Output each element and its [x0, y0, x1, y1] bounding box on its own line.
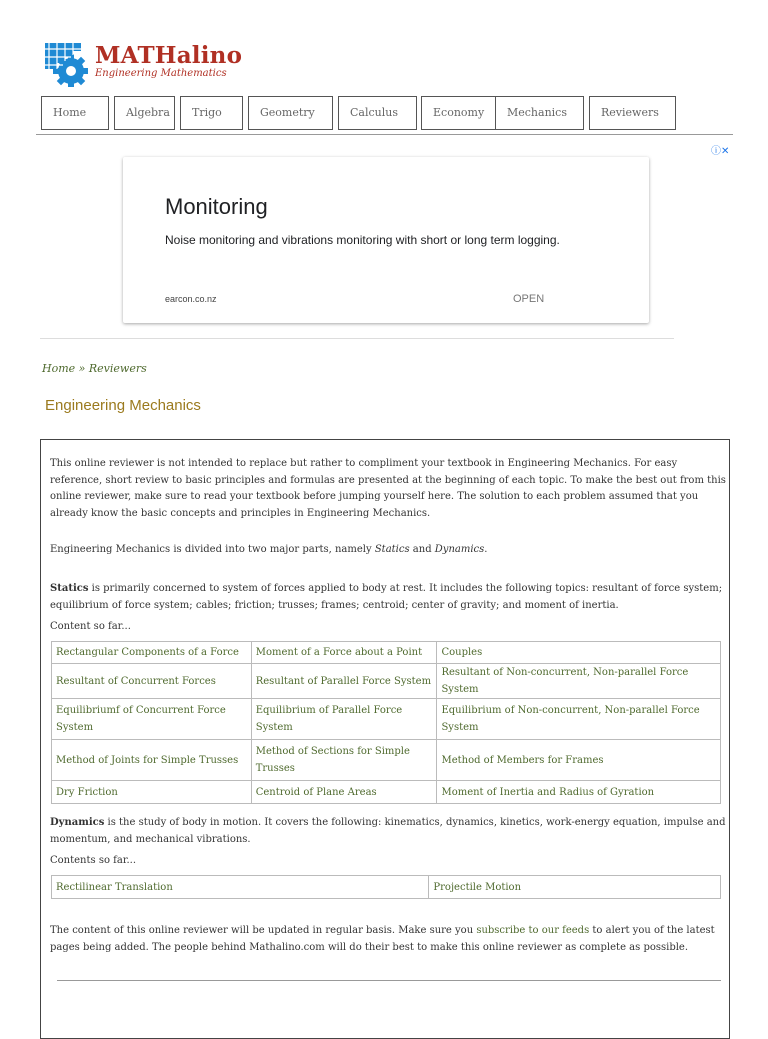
page-title: Engineering Mechanics — [45, 397, 201, 414]
statics-paragraph — [50, 581, 726, 614]
topic-link[interactable]: Rectilinear Translation — [52, 876, 429, 899]
ad-divider — [40, 338, 674, 339]
breadcrumb-home[interactable]: Home — [42, 362, 76, 375]
nav-mechanics[interactable]: Mechanics — [495, 96, 584, 130]
table-row — [52, 781, 721, 804]
ad-title[interactable]: Monitoring — [165, 194, 268, 219]
nav-geometry[interactable]: Geometry — [248, 96, 333, 130]
breadcrumb — [42, 362, 147, 375]
intro-paragraph: This online reviewer is not intended to replace but rather to compliment your textbook in Engineering Mechanics. For easy reference, short review to basic principles and formulas are presented at the beginning of each topic. To make the best out from this online reviewer, make sure to read your textbook before jumping yourself here. The solution to each problem assumed that you already know the basic concepts and principles in Engineering Mechanics. — [50, 458, 726, 519]
content-divider — [57, 980, 721, 981]
topic-link[interactable]: Method of Members for Frames — [437, 740, 721, 781]
site-tagline: Engineering Mathematics — [95, 68, 227, 79]
table-row — [52, 664, 721, 699]
ad-banner[interactable] — [123, 157, 649, 323]
ad-choices-icon[interactable]: ⓘ✕ — [711, 146, 730, 157]
dynamics-term: Dynamics — [434, 544, 485, 555]
nav-reviewers[interactable]: Reviewers — [589, 96, 676, 130]
ad-text[interactable]: Noise monitoring and vibrations monitoring with short or long term logging. — [165, 233, 560, 247]
topic-link[interactable]: Resultant of Non-concurrent, Non-parallel Force System — [437, 664, 721, 699]
parts-text: Engineering Mechanics is divided into two major parts, namely — [50, 544, 375, 555]
topic-link[interactable]: Rectangular Components of a Force — [52, 642, 252, 664]
breadcrumb-separator: » — [75, 362, 89, 375]
nav-calculus[interactable]: Calculus — [338, 96, 417, 130]
nav-economy[interactable]: Economy — [421, 96, 501, 130]
gear-icon — [41, 41, 89, 87]
ad-domain[interactable]: earcon.co.nz — [165, 294, 217, 304]
topic-link[interactable]: Moment of Inertia and Radius of Gyration — [437, 781, 721, 804]
topic-link[interactable]: Equilibriumf of Concurrent Force System — [52, 699, 252, 740]
topic-link[interactable]: Dry Friction — [52, 781, 252, 804]
topic-link[interactable]: Projectile Motion — [429, 876, 721, 899]
closing-paragraph — [50, 923, 726, 956]
closing-text: The content of this online reviewer will be updated in regular basis. Make sure you — [50, 925, 477, 936]
nav-divider — [36, 134, 733, 135]
period-text: . — [484, 544, 488, 555]
dynamics-paragraph — [50, 815, 726, 848]
statics-label: Statics — [50, 583, 89, 594]
table-row — [52, 699, 721, 740]
ad-open-button[interactable]: OPEN — [513, 293, 545, 305]
topic-link[interactable]: Resultant of Parallel Force System — [251, 664, 437, 699]
dynamics-description: is the study of body in motion. It covers the following: kinematics, dynamics, kinetics, work-energy equation, impulse and momentum, and mechanical vibrations. — [50, 817, 726, 845]
topic-link[interactable]: Equilibrium of Parallel Force System — [251, 699, 437, 740]
table-row — [52, 740, 721, 781]
topic-link[interactable]: Equilibrium of Non-concurrent, Non-parallel Force System — [437, 699, 721, 740]
subscribe-link[interactable]: subscribe to our feeds — [476, 925, 590, 936]
statics-so-far: Content so far... — [50, 621, 131, 632]
topic-link[interactable]: Resultant of Concurrent Forces — [52, 664, 252, 699]
closing-text-2: to alert you of the latest pages being added. The people behind Mathalino.com will do their best to make this online reviewer as complete as possible. — [50, 925, 715, 953]
table-row — [52, 876, 721, 899]
dynamics-so-far: Contents so far... — [50, 855, 137, 866]
table-row — [52, 642, 721, 664]
dynamics-topics-table — [51, 875, 721, 899]
dynamics-label: Dynamics — [50, 817, 105, 828]
site-logo[interactable] — [41, 41, 241, 87]
statics-term: Statics — [374, 544, 410, 555]
and-text: and — [409, 544, 435, 555]
topic-link[interactable]: Moment of a Force about a Point — [251, 642, 437, 664]
site-name[interactable]: MATHalino — [95, 42, 243, 69]
nav-home[interactable]: Home — [41, 96, 109, 130]
statics-description: is primarily concerned to system of forces applied to body at rest. It includes the following topics: resultant of force system; equilibrium of force system; cables; friction; trusses; frames; centroid; center of gravity; and moment of inertia. — [50, 583, 723, 611]
nav-algebra[interactable]: Algebra — [114, 96, 175, 130]
statics-topics-table — [51, 641, 721, 804]
topic-link[interactable]: Centroid of Plane Areas — [251, 781, 437, 804]
nav-trigo[interactable]: Trigo — [180, 96, 243, 130]
topic-link[interactable]: Couples — [437, 642, 721, 664]
topic-link[interactable]: Method of Joints for Simple Trusses — [52, 740, 252, 781]
topic-link[interactable]: Method of Sections for Simple Trusses — [251, 740, 437, 781]
breadcrumb-reviewers[interactable]: Reviewers — [88, 362, 147, 375]
parts-paragraph — [50, 542, 726, 559]
content-box — [40, 439, 730, 1039]
